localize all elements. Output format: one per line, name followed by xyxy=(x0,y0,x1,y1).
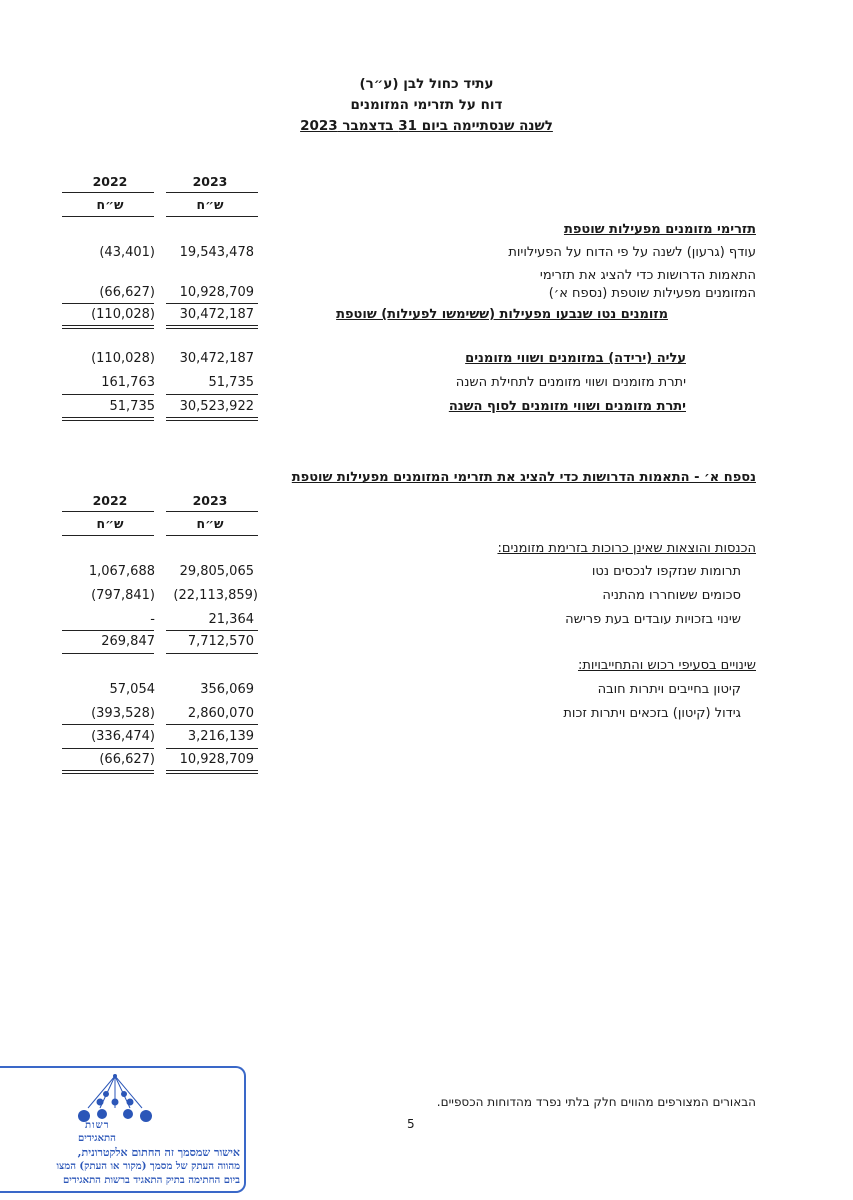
footer-note: הבאורים המצורפים מהווים חלק בלתי נפרד מהדוחות הכספיים. xyxy=(436,1095,756,1109)
grand-total-2023: 10,928,709 xyxy=(179,752,254,767)
group1-total-2022: 269,847 xyxy=(101,634,155,649)
stamp-org-line1: רשות xyxy=(85,1120,110,1131)
section-title-operating: תזרימי מזומנים מפעילות שוטפת xyxy=(563,222,756,237)
row-net-cash-2022: (110,028) xyxy=(91,307,155,322)
appendix-column-header-2022: 2022 xyxy=(92,493,128,508)
row-employee-rights-label: שינוי בזכויות עובדים בעת פרישה xyxy=(565,612,741,627)
row-increase-label: עליה (ירידה) במזומנים ושווי מזומנים xyxy=(465,351,686,366)
row-net-cash-2023: 30,472,187 xyxy=(179,307,254,322)
row-receivables-2023: 356,069 xyxy=(200,682,254,697)
row-employee-rights-2023: 21,364 xyxy=(208,612,254,627)
row-payables-2022: (393,528) xyxy=(91,706,155,721)
appendix-column-header-2023: 2023 xyxy=(192,493,228,508)
row-net-cash-label: מזומנים נטו שנבעו מפעילות (ששימשו לפעילות) שוטפת xyxy=(336,307,668,322)
row-surplus-label: עודף (גרעון) לשנה על פי הדוח על הפעילויות xyxy=(508,245,756,260)
page-number: 5 xyxy=(407,1117,415,1131)
stamp-org-line2: התאגידים xyxy=(78,1133,116,1144)
appendix-currency-2023: ש״ח xyxy=(196,516,224,531)
row-opening-2023: 51,735 xyxy=(208,375,254,390)
corporations-authority-stamp xyxy=(0,1066,246,1193)
group2-total-2022: (336,474) xyxy=(91,729,155,744)
row-surplus-2022: (43,401) xyxy=(99,245,155,260)
row-donations-2023: 29,805,065 xyxy=(179,564,254,579)
row-closing-label: יתרת מזומנים ושווי מזומנים לסוף השנה xyxy=(448,399,686,414)
group1-title: הכנסות והוצאות שאינן כרוכות בזרימת מזומנים: xyxy=(497,541,756,556)
group1-total-2023: 7,712,570 xyxy=(187,634,254,649)
row-donations-label: תרומות שנזקפו לנכסים נטו xyxy=(591,564,741,579)
stamp-line2: מהווה העתק של מסמך (מקור או העתק) המצו xyxy=(56,1161,240,1172)
row-receivables-2022: 57,054 xyxy=(109,682,155,697)
row-opening-2022: 161,763 xyxy=(101,375,155,390)
appendix-title: נספח א׳ - התאמות הדרושות כדי להציג את תזרימי המזומנים מפעילות שוטפת xyxy=(291,470,756,485)
grand-total-2022: (66,627) xyxy=(99,752,155,767)
row-released-2023: (22,113,859) xyxy=(173,588,258,603)
currency-header-2023: ש״ח xyxy=(196,197,224,212)
row-employee-rights-2022: - xyxy=(150,612,155,627)
row-released-2022: (797,841) xyxy=(91,588,155,603)
row-adjustments-label-1: התאמות הדרושות כדי להציג את תזרימי xyxy=(539,268,756,283)
row-payables-label: גידול (קיטון) בזכאים ויתרות זכות xyxy=(563,706,741,721)
stamp-line3: ביום החתימה בתיק התאגיד ברשות התאגידים xyxy=(63,1175,240,1186)
row-adjustments-2023: 10,928,709 xyxy=(179,285,254,300)
row-closing-2022: 51,735 xyxy=(109,399,155,414)
group2-title: שינויים בסעיפי רכוש והתחייבויות: xyxy=(577,658,756,673)
corporations-authority-logo xyxy=(70,1072,160,1124)
row-released-label: סכומים ששוחררו מהתניה xyxy=(602,588,741,603)
column-header-2022: 2022 xyxy=(92,174,128,189)
group2-total-2023: 3,216,139 xyxy=(187,729,254,744)
row-closing-2023: 30,523,922 xyxy=(179,399,254,414)
report-period: לשנה שנסתיימה ביום 31 בדצמבר 2023 xyxy=(300,118,553,134)
row-receivables-label: קיטון בחייבים ויתרות חובה xyxy=(597,682,741,697)
stamp-line1: אישור שמסמך זה החתום אלקטרונית, xyxy=(77,1146,240,1159)
currency-header-2022: ש״ח xyxy=(96,197,124,212)
row-surplus-2023: 19,543,478 xyxy=(179,245,254,260)
row-payables-2023: 2,860,070 xyxy=(187,706,254,721)
row-adjustments-2022: (66,627) xyxy=(99,285,155,300)
column-header-2023: 2023 xyxy=(192,174,228,189)
row-opening-label: יתרת מזומנים ושווי מזומנים לתחילת השנה xyxy=(455,375,686,390)
report-title: דוח על תזרימי המזומנים xyxy=(350,97,503,113)
appendix-currency-2022: ש״ח xyxy=(96,516,124,531)
row-increase-2023: 30,472,187 xyxy=(179,351,254,366)
row-adjustments-label-2: המזומנים מפעילות שוטפת (נספח א׳) xyxy=(548,286,756,301)
company-name: עתיד כחול לבן (ע״ר) xyxy=(359,76,494,92)
row-increase-2022: (110,028) xyxy=(91,351,155,366)
row-donations-2022: 1,067,688 xyxy=(88,564,155,579)
